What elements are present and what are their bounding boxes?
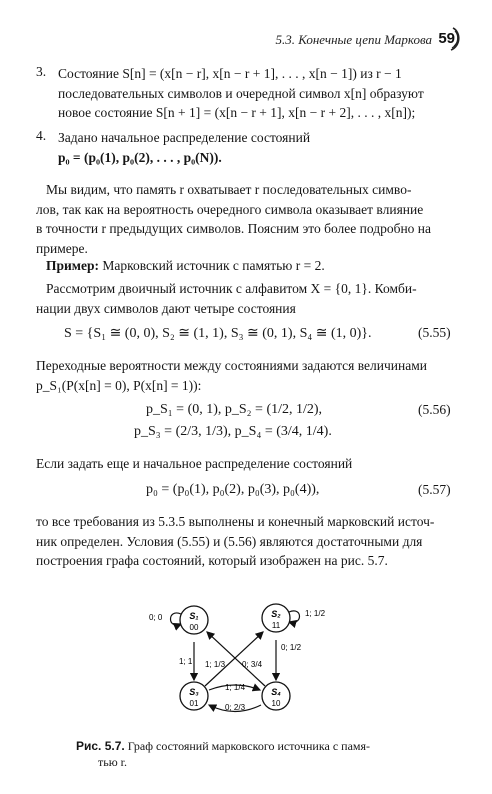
caption-text: Граф состояний марковского источника с памя-	[127, 739, 371, 753]
text-line: ник определен. Условия (5.55) и (5.56) являются достаточными для	[36, 533, 423, 549]
text-line: последовательных символов и очередной символ x[n] образуют	[58, 85, 424, 101]
state-code: 10	[271, 699, 281, 708]
text-line: лов, так как на вероятность очередного символа оказывает влияние	[36, 201, 424, 217]
state-name: S₁	[189, 611, 199, 621]
edge-s4-s1	[207, 632, 265, 686]
edge-s3-s2	[205, 632, 263, 686]
text-line: Если задать еще и начальное распределение состояний	[36, 456, 353, 471]
page-number: 59	[438, 30, 455, 47]
text-line: то все требования из 5.3.5 выполнены и конечный марковский источ-	[36, 514, 435, 529]
equation-number: (5.56)	[418, 402, 451, 417]
equation-number: (5.57)	[418, 482, 451, 497]
list-item-4	[58, 128, 463, 167]
text-line: Рассмотрим двоичный источник с алфавитом X = {0, 1}. Комби-	[46, 281, 417, 296]
text-line: построения графа состояний, который изображен на рис. 5.7.	[36, 553, 388, 568]
text-line: Состояние S[n] = (x[n − r], x[n − r + 1], . . . , x[n − 1]) из r − 1	[58, 66, 402, 81]
edge-label-s3-s2: 1; 1/3	[205, 660, 226, 669]
state-code: 11	[271, 621, 281, 630]
edge-label-s4-s3: 0; 2/3	[225, 703, 246, 712]
state-name: S₂	[271, 609, 281, 619]
text-line: Переходные вероятности между состояниями задаются величинами	[36, 358, 428, 373]
paragraph-memory	[36, 180, 464, 258]
paragraph-transition-probabilities	[36, 356, 464, 395]
caption-text-continued: тью r.	[98, 755, 128, 769]
state-name: S₃	[189, 687, 199, 697]
text-line: примере.	[36, 240, 88, 256]
equation-5-56-line2: p_S₃ = (2/3, 1/3), p_S₄ = (3/4, 1/4).	[134, 424, 332, 439]
page-header	[0, 22, 492, 52]
text-line: p_S₁(P(x[n] = 0), P(x[n] = 1)):	[36, 377, 202, 393]
running-title: 5.3. Конечные цепи Маркова	[275, 32, 432, 47]
paragraph-binary-source	[36, 279, 464, 318]
list-item-number: 4.	[36, 128, 47, 143]
edge-label-s1-self: 0; 0	[149, 613, 163, 622]
text-line: Мы видим, что память r охватывает r последовательных симво-	[46, 182, 412, 197]
edge-label-s1-s3: 1; 1	[179, 657, 193, 666]
text-line: в точности r предыдущих символов. Поясним это более подробно на	[36, 221, 432, 236]
example-line	[46, 256, 464, 276]
text-line: новое состояние S[n + 1] = (x[n − r + 1], x[n − r + 2], . . . , x[n]);	[58, 105, 416, 120]
edge-label-s3-s4: 1; 1/4	[225, 683, 246, 692]
paragraph-conclusion	[36, 512, 464, 571]
edge-label-s2-s4: 0; 1/2	[281, 643, 302, 652]
example-text: Марковский источник с памятью r = 2.	[102, 258, 325, 273]
edge-label-s2-self: 1; 1/2	[305, 609, 326, 618]
figure-label: Рис. 5.7.	[76, 739, 125, 753]
paragraph-initial-distribution	[36, 454, 464, 474]
state-graph-figure	[143, 590, 363, 730]
text-line: нации двух символов дают четыре состояния	[36, 300, 296, 316]
equation-5-57: p₀ = (p₀(1), p₀(2), p₀(3), p₀(4)),	[146, 482, 320, 497]
equation-number: (5.55)	[418, 325, 451, 340]
example-label: Пример:	[46, 258, 99, 273]
state-name: S₄	[271, 687, 281, 697]
edge-label-s4-s1: 0; 3/4	[242, 660, 263, 669]
figure-caption	[76, 738, 411, 770]
text-line: p₀ = (p₀(1), p₀(2), . . . , p₀(N)).	[58, 149, 222, 165]
equation-5-55: S = {S₁ ≅ (0, 0), S₂ ≅ (1, 1), S₃ ≅ (0, 1), S₄ ≅ (1, 0)}.	[64, 326, 372, 341]
state-code: 01	[189, 699, 199, 708]
equation-5-56-line1: p_S₁ = (0, 1), p_S₂ = (1/2, 1/2),	[146, 402, 323, 417]
list-item-number: 3.	[36, 64, 47, 79]
state-code: 00	[189, 623, 199, 632]
list-item-3	[58, 64, 463, 123]
text-line: Задано начальное распределение состояний	[58, 130, 311, 145]
